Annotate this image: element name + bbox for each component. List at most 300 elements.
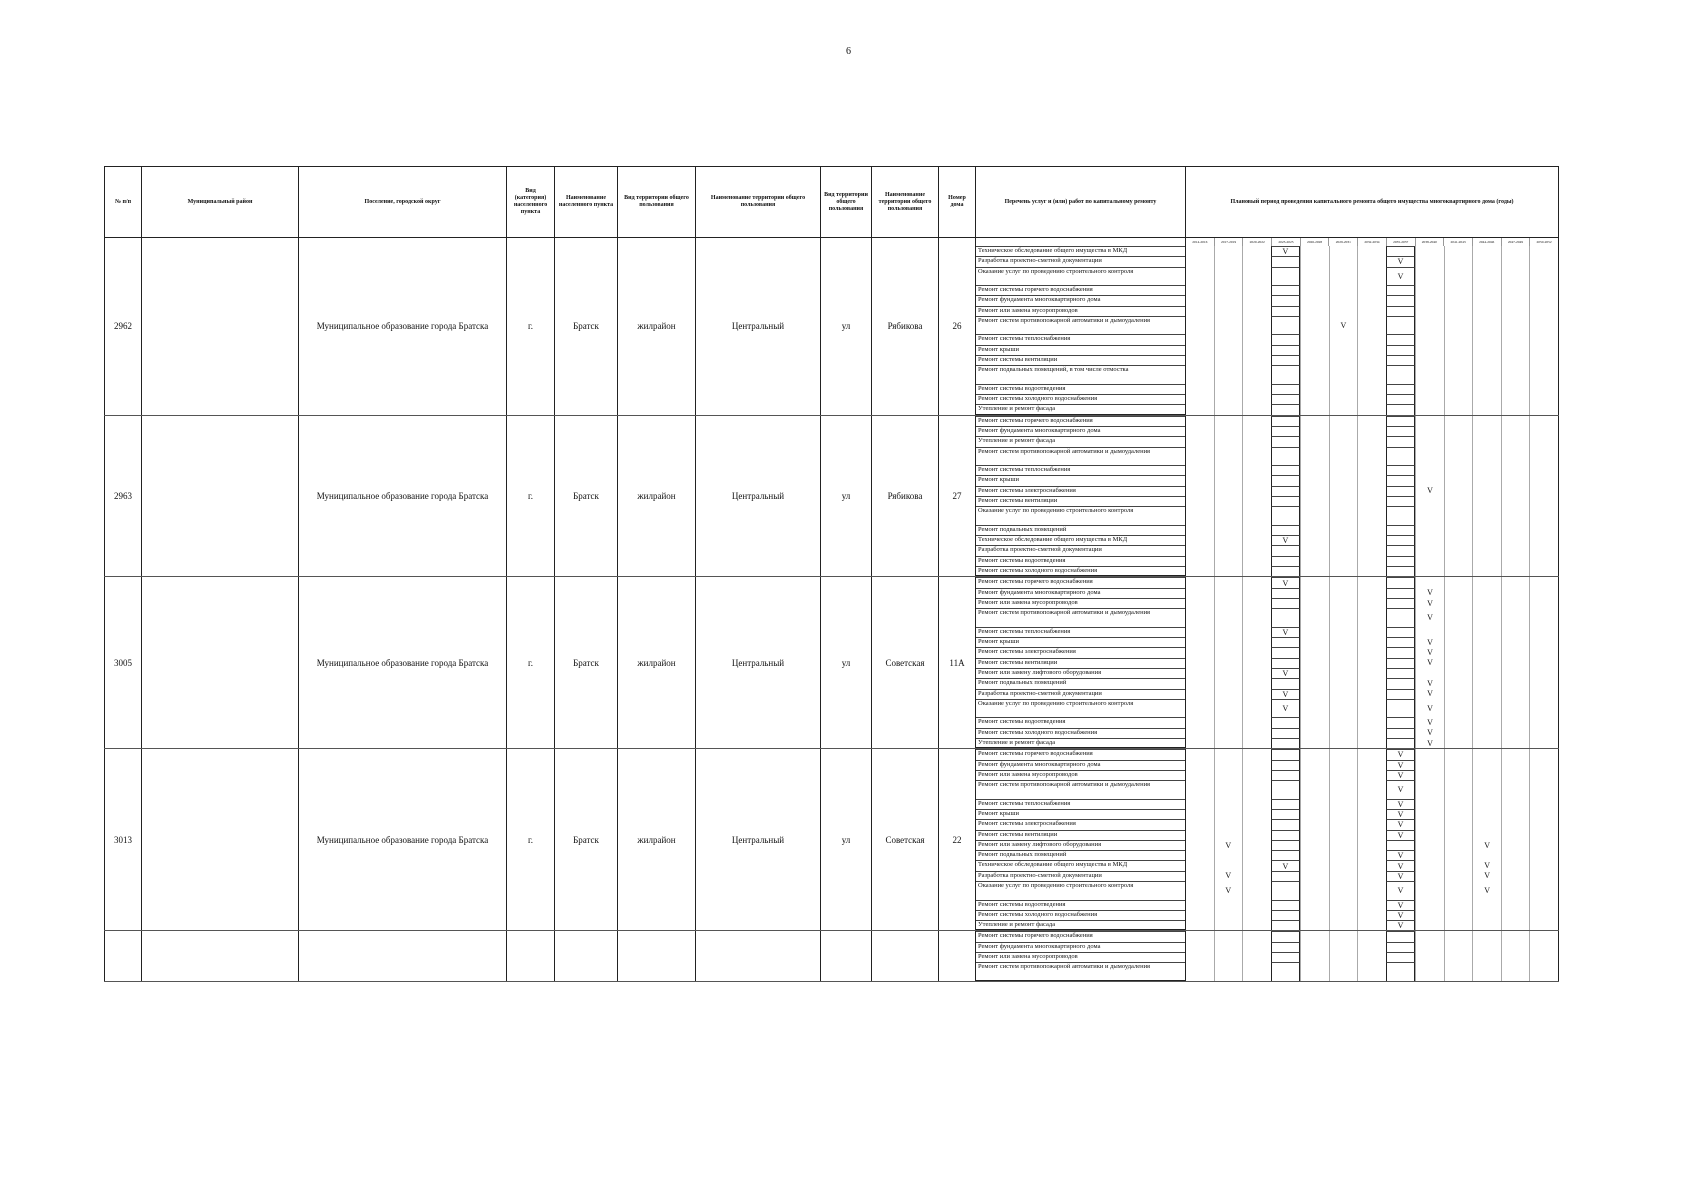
cell-locality-name: Братск — [555, 238, 618, 416]
period-mark — [1501, 436, 1530, 446]
period-mark — [1271, 931, 1301, 941]
period-mark — [1300, 355, 1329, 365]
period-mark — [1357, 436, 1386, 446]
period-mark — [1357, 486, 1386, 496]
period-mark — [1300, 637, 1329, 647]
period-mark — [1501, 962, 1530, 981]
period-mark — [1271, 900, 1301, 910]
cell-territory-type: жилрайон — [618, 415, 696, 577]
period-mark — [1271, 556, 1301, 566]
year-label: 2026-2028 — [1300, 238, 1329, 246]
period-mark — [1357, 699, 1386, 718]
period-mark — [1386, 668, 1416, 678]
cell-territory-name: Центральный — [696, 415, 821, 577]
period-mark — [1357, 475, 1386, 485]
period-mark — [1214, 394, 1243, 404]
period-mark — [1501, 627, 1530, 637]
table-row — [105, 415, 1559, 577]
table-row — [105, 238, 1559, 416]
period-mark — [1386, 447, 1416, 466]
period-mark — [1242, 668, 1271, 678]
period-mark — [1386, 345, 1416, 355]
period-mark — [1444, 426, 1473, 436]
period-mark — [1357, 384, 1386, 394]
period-mark — [1472, 506, 1501, 525]
period-mark — [1329, 355, 1358, 365]
period-mark — [1242, 699, 1271, 718]
period-mark — [1329, 598, 1358, 608]
period-mark — [1415, 475, 1444, 485]
period-mark — [1214, 436, 1243, 446]
period-mark — [1329, 416, 1358, 426]
period-mark — [1386, 658, 1416, 668]
period-mark — [1300, 760, 1329, 770]
cell-district — [142, 577, 299, 749]
work-item: Ремонт подвальных помещений — [978, 525, 1067, 533]
period-mark — [1529, 355, 1558, 365]
cell-street-name: Советская — [872, 749, 939, 931]
period-mark — [1242, 246, 1271, 256]
year-label: 2038-2040 — [1415, 238, 1444, 246]
period-mark — [1271, 738, 1301, 748]
period-mark — [1242, 658, 1271, 668]
period-mark — [1472, 770, 1501, 780]
period-grid — [1186, 577, 1559, 749]
period-mark — [1472, 850, 1501, 860]
period-mark — [1472, 475, 1501, 485]
period-mark — [1186, 316, 1214, 335]
work-item: Утепление и ремонт фасада — [978, 405, 1056, 413]
period-mark — [1300, 345, 1329, 355]
period-mark: V — [1386, 760, 1416, 770]
cell-house: 27 — [939, 415, 976, 577]
period-mark — [1444, 246, 1473, 256]
period-mark — [1444, 436, 1473, 446]
period-mark — [1329, 447, 1358, 466]
period-mark — [1501, 637, 1530, 647]
period-mark — [1529, 668, 1558, 678]
period-mark — [1472, 535, 1501, 545]
period-mark — [1329, 365, 1358, 384]
period-mark: V — [1415, 689, 1444, 699]
period-mark — [1415, 871, 1444, 881]
period-mark — [1214, 760, 1243, 770]
period-mark — [1529, 809, 1558, 819]
work-item: Ремонт или замена мусоропроводов — [978, 598, 1078, 606]
period-mark — [1329, 545, 1358, 555]
period-mark — [1386, 316, 1416, 335]
period-mark — [1529, 535, 1558, 545]
period-mark: V — [1214, 840, 1243, 850]
period-mark — [1242, 637, 1271, 647]
period-mark — [1472, 416, 1501, 426]
period-mark — [1444, 962, 1473, 981]
period-mark — [1444, 365, 1473, 384]
period-mark — [1242, 860, 1271, 870]
period-mark: V — [1472, 871, 1501, 881]
period-mark — [1472, 658, 1501, 668]
period-grid — [1186, 931, 1559, 981]
period-mark — [1501, 355, 1530, 365]
period-mark — [1186, 496, 1214, 506]
period-mark — [1242, 496, 1271, 506]
work-item: Разработка проектно-сметной документации — [978, 546, 1102, 554]
period-mark — [1214, 689, 1243, 699]
period-mark — [1415, 952, 1444, 962]
period-mark — [1472, 306, 1501, 316]
period-mark — [1214, 699, 1243, 718]
header-territory-name: Наименование территории общего пользования — [696, 167, 821, 238]
period-mark — [1186, 952, 1214, 962]
period-mark — [1242, 506, 1271, 525]
cell-street-type: ул — [821, 238, 872, 416]
period-mark — [1386, 678, 1416, 688]
period-mark — [1501, 942, 1530, 952]
period-mark — [1357, 426, 1386, 436]
period-mark — [1444, 647, 1473, 657]
period-mark — [1300, 267, 1329, 286]
cell-territory-name: Центральный — [696, 238, 821, 416]
period-mark — [1472, 447, 1501, 466]
period-mark — [1214, 486, 1243, 496]
period-mark — [1529, 699, 1558, 718]
period-mark — [1329, 910, 1358, 920]
period-mark — [1529, 962, 1558, 981]
period-mark — [1186, 256, 1214, 266]
period-mark — [1300, 770, 1329, 780]
period-mark — [1357, 738, 1386, 748]
period-mark: V — [1386, 920, 1416, 930]
period-mark — [1242, 486, 1271, 496]
period-mark — [1415, 394, 1444, 404]
period-mark — [1329, 840, 1358, 850]
period-mark — [1186, 881, 1214, 900]
work-item: Ремонт системы вентиляции — [978, 497, 1058, 505]
period-mark — [1300, 465, 1329, 475]
period-mark — [1300, 830, 1329, 840]
period-mark — [1529, 931, 1558, 941]
period-mark — [1472, 316, 1501, 335]
period-mark — [1357, 598, 1386, 608]
period-mark — [1501, 952, 1530, 962]
period-mark — [1415, 881, 1444, 900]
work-item: Ремонт системы электроснабжения — [978, 486, 1076, 494]
period-mark — [1214, 475, 1243, 485]
period-mark — [1357, 345, 1386, 355]
period-mark — [1271, 920, 1301, 930]
period-mark — [1501, 447, 1530, 466]
period-mark — [1271, 334, 1301, 344]
period-mark — [1386, 588, 1416, 598]
period-mark — [1329, 920, 1358, 930]
period-mark — [1271, 355, 1301, 365]
period-mark — [1214, 910, 1243, 920]
period-mark — [1472, 345, 1501, 355]
period-mark — [1501, 881, 1530, 900]
work-item: Ремонт фундамента многоквартирного дома — [978, 942, 1101, 950]
period-mark: V — [1386, 809, 1416, 819]
period-mark — [1472, 556, 1501, 566]
cell-territory-type: жилрайон — [618, 749, 696, 931]
period-mark — [1529, 608, 1558, 627]
period-mark — [1386, 689, 1416, 699]
period-mark — [1444, 678, 1473, 688]
work-item: Ремонт подвальных помещений — [978, 851, 1067, 859]
period-mark — [1386, 952, 1416, 962]
period-mark: V — [1271, 860, 1301, 870]
period-mark — [1186, 577, 1214, 587]
period-mark — [1242, 365, 1271, 384]
period-mark — [1214, 306, 1243, 316]
period-mark — [1444, 608, 1473, 627]
period-mark — [1444, 809, 1473, 819]
period-mark — [1529, 404, 1558, 414]
period-mark — [1186, 699, 1214, 718]
period-mark — [1357, 942, 1386, 952]
period-mark — [1300, 545, 1329, 555]
period-mark — [1501, 809, 1530, 819]
period-mark — [1444, 334, 1473, 344]
period-mark — [1501, 770, 1530, 780]
period-mark — [1444, 799, 1473, 809]
period-mark — [1271, 447, 1301, 466]
period-mark — [1357, 871, 1386, 881]
period-mark — [1529, 588, 1558, 598]
period-mark — [1186, 394, 1214, 404]
period-mark — [1214, 506, 1243, 525]
period-mark — [1329, 334, 1358, 344]
period-mark — [1271, 545, 1301, 555]
period-mark — [1444, 780, 1473, 799]
period-mark — [1415, 436, 1444, 446]
period-mark — [1329, 426, 1358, 436]
works-list — [976, 931, 1186, 981]
period-mark — [1300, 486, 1329, 496]
period-mark — [1529, 436, 1558, 446]
period-mark — [1472, 486, 1501, 496]
period-mark — [1415, 447, 1444, 466]
capital-repair-table — [104, 166, 1559, 982]
period-mark — [1214, 588, 1243, 598]
period-mark — [1214, 556, 1243, 566]
cell-num: 2962 — [105, 238, 142, 416]
period-mark — [1472, 566, 1501, 576]
period-mark — [1529, 871, 1558, 881]
work-item: Оказание услуг по проведению строительного контроля — [978, 267, 1134, 275]
period-mark — [1501, 840, 1530, 850]
period-mark — [1472, 678, 1501, 688]
period-mark — [1444, 728, 1473, 738]
period-mark — [1415, 345, 1444, 355]
period-mark — [1357, 496, 1386, 506]
period-mark — [1329, 577, 1358, 587]
cell-settlement: Муниципальное образование города Братска — [299, 749, 507, 931]
period-mark — [1329, 535, 1358, 545]
period-mark — [1300, 285, 1329, 295]
period-mark — [1242, 627, 1271, 637]
period-mark — [1444, 465, 1473, 475]
period-mark — [1242, 952, 1271, 962]
work-item: Ремонт системы водоотведения — [978, 900, 1066, 908]
period-mark: V — [1271, 699, 1301, 718]
period-mark — [1415, 384, 1444, 394]
period-mark — [1329, 384, 1358, 394]
period-mark — [1329, 799, 1358, 809]
period-mark — [1472, 384, 1501, 394]
period-mark — [1357, 588, 1386, 598]
period-mark — [1472, 608, 1501, 627]
period-mark — [1472, 668, 1501, 678]
period-mark — [1329, 819, 1358, 829]
period-mark — [1415, 942, 1444, 952]
period-mark — [1444, 952, 1473, 962]
period-mark — [1357, 285, 1386, 295]
period-mark — [1529, 496, 1558, 506]
period-mark — [1271, 525, 1301, 535]
period-mark — [1415, 900, 1444, 910]
period-mark — [1242, 267, 1271, 286]
period-mark — [1186, 306, 1214, 316]
period-mark — [1242, 770, 1271, 780]
period-mark — [1186, 566, 1214, 576]
period-mark — [1329, 496, 1358, 506]
period-mark — [1300, 910, 1329, 920]
period-mark — [1214, 345, 1243, 355]
period-mark — [1271, 475, 1301, 485]
cell-district — [142, 238, 299, 416]
period-mark — [1529, 334, 1558, 344]
period-mark — [1329, 728, 1358, 738]
period-mark — [1271, 658, 1301, 668]
cell-district — [142, 749, 299, 931]
period-mark: V — [1415, 486, 1444, 496]
period-mark — [1501, 496, 1530, 506]
period-mark — [1214, 246, 1243, 256]
period-mark — [1529, 658, 1558, 668]
period-mark — [1186, 404, 1214, 414]
period-mark — [1357, 295, 1386, 305]
period-mark — [1329, 749, 1358, 759]
period-mark — [1329, 525, 1358, 535]
period-mark — [1186, 637, 1214, 647]
period-mark — [1357, 668, 1386, 678]
period-mark — [1357, 355, 1386, 365]
work-item: Ремонт системы вентиляции — [978, 356, 1058, 364]
period-mark — [1501, 588, 1530, 598]
period-mark — [1271, 566, 1301, 576]
period-mark — [1444, 475, 1473, 485]
period-mark — [1271, 496, 1301, 506]
period-mark — [1214, 365, 1243, 384]
period-mark — [1357, 637, 1386, 647]
work-item: Оказание услуг по проведению строительного контроля — [978, 699, 1134, 707]
period-mark — [1300, 365, 1329, 384]
work-item: Ремонт подвальных помещений, в том числе отмостка — [978, 366, 1129, 374]
period-mark — [1501, 345, 1530, 355]
period-mark — [1386, 608, 1416, 627]
period-mark — [1271, 760, 1301, 770]
period-mark — [1242, 962, 1271, 981]
period-mark — [1501, 799, 1530, 809]
period-mark — [1329, 668, 1358, 678]
period-mark — [1186, 475, 1214, 485]
period-mark — [1501, 749, 1530, 759]
period-mark — [1300, 404, 1329, 414]
period-mark — [1242, 394, 1271, 404]
period-mark — [1186, 840, 1214, 850]
period-mark — [1329, 345, 1358, 355]
period-mark — [1386, 525, 1416, 535]
period-mark — [1300, 931, 1329, 941]
period-mark: V — [1271, 668, 1301, 678]
period-mark: V — [1386, 881, 1416, 900]
period-mark — [1329, 436, 1358, 446]
period-mark — [1242, 689, 1271, 699]
period-mark — [1214, 316, 1243, 335]
period-mark — [1444, 717, 1473, 727]
period-mark — [1214, 334, 1243, 344]
period-mark — [1214, 920, 1243, 930]
period-mark — [1242, 780, 1271, 799]
period-mark — [1300, 627, 1329, 637]
period-mark — [1329, 850, 1358, 860]
period-mark — [1529, 285, 1558, 295]
period-mark — [1415, 556, 1444, 566]
period-mark — [1329, 881, 1358, 900]
period-mark — [1329, 486, 1358, 496]
period-mark — [1529, 780, 1558, 799]
period-mark — [1329, 475, 1358, 485]
works-list — [976, 415, 1186, 577]
period-grid — [1186, 238, 1559, 416]
period-mark — [1242, 931, 1271, 941]
year-label: 2035-2037 — [1386, 238, 1415, 246]
period-mark — [1186, 871, 1214, 881]
period-mark — [1186, 770, 1214, 780]
work-item: Ремонт системы теплоснабжения — [978, 335, 1071, 343]
cell-territory-type — [618, 931, 696, 981]
work-item: Ремонт фундамента многоквартирного дома — [978, 760, 1101, 768]
period-mark — [1242, 465, 1271, 475]
period-mark — [1529, 749, 1558, 759]
period-mark — [1529, 316, 1558, 335]
work-item: Ремонт или замена мусоропроводов — [978, 953, 1078, 961]
period-mark — [1214, 535, 1243, 545]
period-mark — [1329, 285, 1358, 295]
period-mark — [1444, 881, 1473, 900]
period-mark — [1186, 860, 1214, 870]
period-mark — [1415, 799, 1444, 809]
period-mark: V — [1214, 871, 1243, 881]
header-locality-name: Наименование населенного пункта — [555, 167, 618, 238]
period-mark — [1300, 384, 1329, 394]
work-item: Разработка проектно-сметной документации — [978, 257, 1102, 265]
period-mark — [1214, 770, 1243, 780]
period-mark — [1444, 566, 1473, 576]
period-mark — [1300, 840, 1329, 850]
period-mark — [1186, 931, 1214, 941]
period-mark — [1214, 404, 1243, 414]
work-item: Ремонт системы горячего водоснабжения — [978, 416, 1093, 424]
period-mark — [1386, 566, 1416, 576]
period-mark — [1444, 658, 1473, 668]
period-mark — [1329, 295, 1358, 305]
period-mark — [1300, 738, 1329, 748]
period-mark — [1186, 668, 1214, 678]
period-mark — [1472, 799, 1501, 809]
period-mark — [1186, 355, 1214, 365]
period-mark — [1300, 819, 1329, 829]
